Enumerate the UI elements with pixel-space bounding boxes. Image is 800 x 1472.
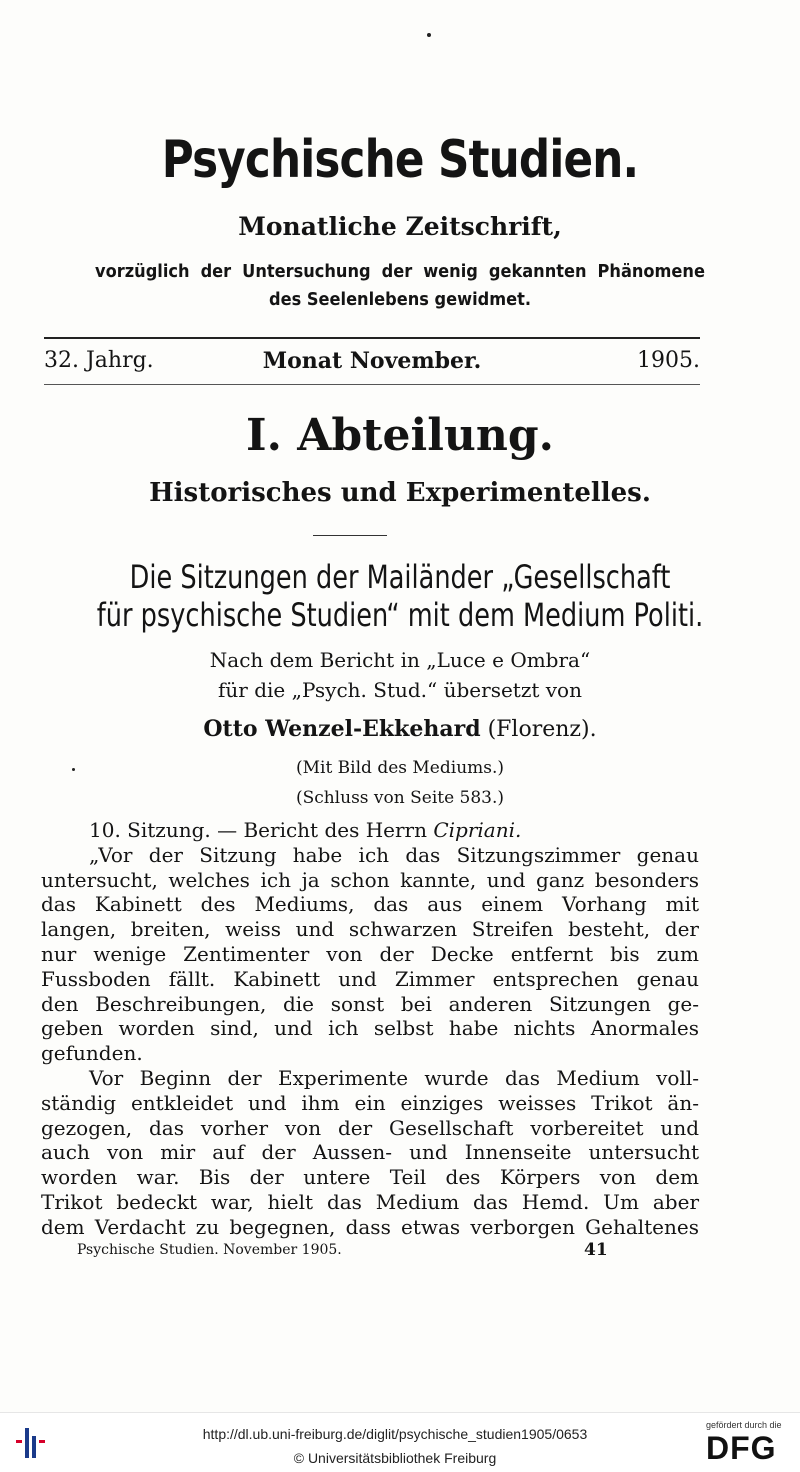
body-line: den Beschreibungen, die sonst bei anderen Sitzungen ge- (41, 991, 699, 1016)
article-title-line-1: Die Sitzungen der Mailänder „Gesellschaft (129, 558, 671, 596)
body-line: auch von mir auf der Aussen- und Innenseite untersucht (41, 1140, 699, 1165)
author-place: (Florenz). (487, 717, 597, 742)
issue-year-label: 1905. (637, 348, 700, 373)
article-note-1: (Mit Bild des Mediums.) (295, 758, 505, 778)
section-divider (313, 535, 387, 536)
signature-mark: 41 (584, 1240, 608, 1260)
session-label: 10. Sitzung. — Bericht des Herrn (89, 818, 427, 842)
body-line: gefunden. (41, 1041, 143, 1066)
body-line: dem Verdacht zu begegnen, dass etwas verborgen Gehaltenes (41, 1214, 699, 1239)
header-rule-top (44, 337, 700, 339)
dfg-caption: gefördert durch die (706, 1420, 782, 1430)
header-rule-bottom (44, 384, 700, 385)
body-line: Vor Beginn der Experimente wurde das Medium voll- (89, 1065, 699, 1090)
article-note-2: (Schluss von Seite 583.) (295, 788, 505, 808)
journal-subtitle: Monatliche Zeitschrift, (238, 212, 562, 241)
article-body (41, 818, 699, 1240)
dfg-logo-icon[interactable]: DFG (706, 1430, 777, 1466)
body-line: das Kabinett des Mediums, das aus einem Vorhang mit (41, 892, 699, 917)
document-url-link[interactable]: http://dl.ub.uni-freiburg.de/diglit/psychische_studien1905/0653 (202, 1426, 588, 1442)
body-line: „Vor der Sitzung habe ich das Sitzungszimmer genau (89, 842, 699, 867)
issue-info-row (44, 348, 700, 378)
copyright-notice: © Universitätsbibliothek Freiburg (293, 1450, 497, 1466)
article-title-line-2: für psychische Studien“ mit dem Medium Politi. (96, 596, 704, 634)
body-line: Trikot bedeckt war, hielt das Medium das Hemd. Um aber (41, 1189, 699, 1214)
running-footer: Psychische Studien. November 1905. (77, 1242, 342, 1258)
section-heading: I. Abteilung. (246, 410, 554, 461)
author-line (0, 716, 800, 742)
journal-tagline-line-2: des Seelenlebens gewidmet. (269, 289, 531, 310)
author-name: Otto Wenzel-Ekkehard (203, 716, 481, 742)
session-reporter: Cipriani. (433, 818, 522, 842)
body-line: nur wenige Zentimenter von der Decke entfernt bis zum (41, 941, 699, 966)
byline-line-2: für die „Psych. Stud.“ übersetzt von (218, 678, 582, 702)
journal-title: Psychische Studien. (161, 130, 639, 190)
body-line: worden war. Bis der untere Teil des Körpers von dem (41, 1165, 699, 1190)
body-line: ständig entkleidet und ihm ein einziges weisses Trikot än- (41, 1090, 699, 1115)
speck-mark (427, 33, 431, 37)
body-line: Fussboden fällt. Kabinett und Zimmer entsprechen genau (41, 966, 699, 991)
issue-month-label: Monat November. (262, 348, 482, 374)
body-line: untersucht, welches ich ja schon kannte, und ganz besonders (41, 867, 699, 892)
body-line: gezogen, das vorher von der Gesellschaft vorbereitet und (41, 1115, 699, 1140)
session-heading-line (41, 818, 699, 843)
section-subheading: Historisches und Experimentelles. (149, 478, 651, 508)
journal-tagline-line-1: vorzüglich der Untersuchung der wenig gekannten Phänomene (95, 261, 705, 282)
body-line: geben worden sind, und ich selbst habe nichts Anormales (41, 1016, 699, 1041)
volume-year-label: 32. Jahrg. (44, 348, 154, 373)
body-line: langen, breiten, weiss und schwarzen Streifen besteht, der (41, 917, 699, 942)
byline-line-1: Nach dem Bericht in „Luce e Ombra“ (209, 648, 591, 672)
